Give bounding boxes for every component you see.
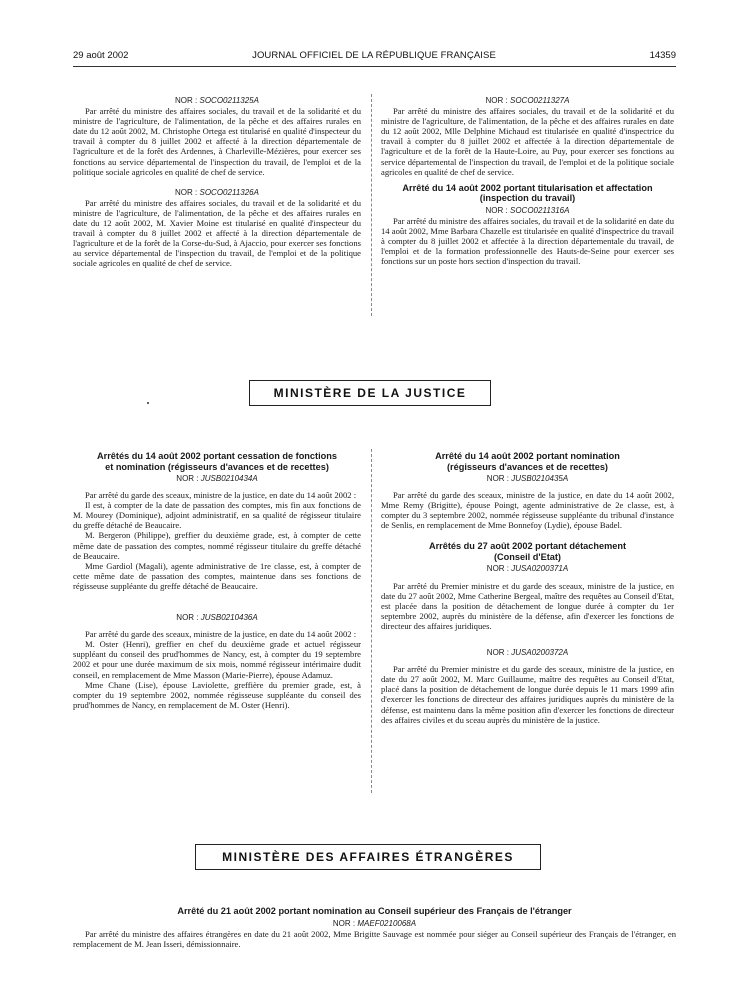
decree-paragraph: Mme Chane (Lise), épouse Laviolette, greffière du premier grade, est, à compter du 19 septembre 2002, nommée régisseuse suppléante du conseil des prud'hommes de Nancy, en remplacement de M. Oster (Henri). — [73, 679, 361, 710]
ministry-justice-heading: MINISTÈRE DE LA JUSTICE — [249, 380, 491, 406]
decree-paragraph: Par arrêté du garde des sceaux, ministre de la justice, en date du 14 août 2002 : — [85, 629, 357, 640]
decree-paragraph: Par arrêté du garde des sceaux, ministre de la justice, en date du 14 août 2002, Mme Remy (Brigitte), épouse Poingt, agente administrative de 2e classe, est, à compter du 3 septembre 2002, nommée régisseuse suppléante du tribunal d'instance de Senlis, en remplacement de Mme Bonnefoy (Lydie), épouse Badel. — [381, 490, 674, 531]
column-divider — [371, 449, 372, 793]
nor-reference: NOR : MAEF0210068A — [332, 918, 417, 928]
decree-title: Arrêté du 14 août 2002 portant titularisation et affectation (inspection du travail) — [402, 182, 653, 204]
nor-reference: NOR : SOCO0211326A — [175, 187, 259, 197]
nor-reference: NOR : JUSA0200371A — [486, 564, 569, 574]
top-right-column — [381, 96, 674, 266]
decree-paragraph: M. Bergeron (Philippe), greffier du deuxième grade, est, à compter de cette même date de passation des comptes, nommé régisseur titulaire du greffe détaché de Beaucaire. — [73, 530, 361, 561]
decree-paragraph: Par arrêté du ministre des affaires sociales, du travail et de la solidarité et du ministre de l'agriculture, de l'alimentation, de la pêche et des affaires rurales en date du 12 août 2002, M. Xavier Moine est titularisé en qualité d'inspecteur du travail à compter du 8 juillet 2002 et affecté à la direction départementale de l'agriculture et de la forêt de la Corse-du-Sud, à Ajaccio, pour exercer ses fonctions au service départemental de l'inspection du travail, de l'emploi et de la politique sociale agricoles en qualité de chef de service. — [73, 197, 361, 269]
nor-reference: NOR : SOCO0211327A — [485, 96, 570, 105]
foreign-affairs-block — [73, 906, 676, 949]
nor-reference: NOR : SOCO0211316A — [485, 205, 570, 215]
journal-title: JOURNAL OFFICIEL DE LA RÉPUBLIQUE FRANÇAISE — [252, 50, 496, 61]
decree-paragraph: Par arrêté du garde des sceaux, ministre de la justice, en date du 14 août 2002 : — [85, 490, 357, 501]
decree-paragraph: Par arrêté du Premier ministre et du garde des sceaux, ministre de la justice, en date du 27 août 2002, M. Marc Guillaume, maître des requêtes au Conseil d'Etat, placé dans la position de détachement de longue durée depuis le 11 mars 1999 afin d'exercer les fonctions de directeur des affaires juridiques auprès du ministère de la défense, est maintenu dans la même position afin d'exercer les fonctions de directeur des affaires civiles et du sceau auprès du ministère de la justice. — [381, 664, 674, 725]
decree-title: Arrêté du 14 août 2002 portant nomination (régisseurs d'avances et de recettes) — [435, 451, 620, 472]
decree-title: Arrêté du 21 août 2002 portant nomination au Conseil supérieur des Français de l'étranger — [177, 906, 572, 916]
nor-reference: NOR : JUSA0200372A — [486, 648, 569, 658]
decree-paragraph: Il est, à compter de la date de passation des comptes, mis fin aux fonctions de M. Mourey (Dominique), adjoint administratif, en sa qualité de régisseur titulaire du greffe détaché de Beaucaire. — [73, 500, 361, 531]
decree-title: Arrêtés du 14 août 2002 portant cessation de fonctions et nomination (régisseurs d'avances et de recettes) — [97, 451, 337, 472]
decree-paragraph: M. Oster (Henri), greffier en chef du deuxième grade et actuel régisseur suppléant du conseil des prud'hommes de Nancy, est, à compter du 19 septembre 2002 et pour une durée maximum de six mois, nommé régisseur intérimaire dudit conseil, en remplacement de Mme Masson (Marie-Pierre), épouse Adamuz. — [73, 639, 361, 680]
justice-left-column — [73, 451, 361, 710]
top-left-column — [73, 96, 361, 269]
decree-paragraph: Par arrêté du ministre des affaires sociales, du travail et de la solidarité et du ministre de l'agriculture, de l'alimentation, de la pêche et des affaires rurales en date du 12 août 2002, M. Christophe Ortega est titularisé en qualité d'inspecteur du travail à compter du 8 juillet 2002 et affecté à la direction départementale de l'agriculture et de la forêt des Ardennes, à Charleville-Mézières, pour exercer ses fonctions au service départemental de l'inspection du travail, de l'emploi et de la politique sociale agricoles en qualité de chef de service. — [73, 106, 361, 177]
decree-paragraph: Par arrêté du ministre des affaires sociales, du travail et de la solidarité en date du 14 août 2002, Mme Barbara Chazelle est titularisée en qualité d'inspectrice du travail à compter du 8 juillet 2002 et affectée à la direction départementale du travail, de l'emploi et de la formation professionnelle des Hauts-de-Seine pour exercer ses fonctions sur un poste hors section d'inspection du travail. — [381, 215, 674, 267]
nor-reference: NOR : JUSB0210435A — [486, 474, 569, 483]
column-divider — [371, 94, 372, 316]
print-speck — [147, 402, 149, 404]
decree-paragraph: Par arrêté du ministre des affaires sociales, du travail et de la solidarité et du ministre de l'agriculture, de l'alimentation, de la pêche et des affaires rurales en date du 12 août 2002, Mlle Delphine Michaud est titularisée en qualité d'inspectrice du travail à compter du 8 juillet 2002 et affectée à la direction départementale de l'agriculture et de la forêt de la Haute-Loire, au Puy, pour exercer ses fonctions au service départemental de l'inspection du travail, de l'emploi et de la politique sociale agricoles en qualité de chef de service. — [381, 106, 674, 177]
ministry-foreign-heading: MINISTÈRE DES AFFAIRES ÉTRANGÈRES — [195, 844, 541, 870]
nor-reference: NOR : JUSB0210434A — [176, 474, 258, 483]
page-number: 14359 — [649, 50, 676, 61]
decree-paragraph: Par arrêté du ministre des affaires étrangères en date du 21 août 2002, Mme Brigitte Sauvage est nommée pour siéger au Conseil supérieur des Français de l'étranger, en remplacement de M. Jean Isseri, démissionnaire. — [73, 928, 676, 949]
header-rule — [73, 66, 676, 67]
nor-reference: NOR : SOCO0211325A — [175, 96, 259, 105]
decree-paragraph: Mme Gardiol (Magali), agente administrative de 1re classe, est, à compter de cette même date de passation des comptes, maintenue dans ses fonctions de régisseuse suppléante du greffe détaché de Beaucaire. — [73, 560, 361, 591]
decree-paragraph: Par arrêté du Premier ministre et du garde des sceaux, ministre de la justice, en date du 27 août 2002, Mme Catherine Bergeal, maître des requêtes au Conseil d'Etat, est placée dans la position de détachement de longue durée à compter du 1er septembre 2002, auprès du ministère de la défense, afin d'exercer les fonctions de directeur des affaires juridiques. — [381, 580, 674, 631]
decree-title: Arrêtés du 27 août 2002 portant détachement (Conseil d'Etat) — [428, 541, 627, 562]
nor-reference: NOR : JUSB0210436A — [176, 613, 258, 623]
justice-right-column — [381, 451, 674, 725]
page-date: 29 août 2002 — [73, 50, 129, 61]
